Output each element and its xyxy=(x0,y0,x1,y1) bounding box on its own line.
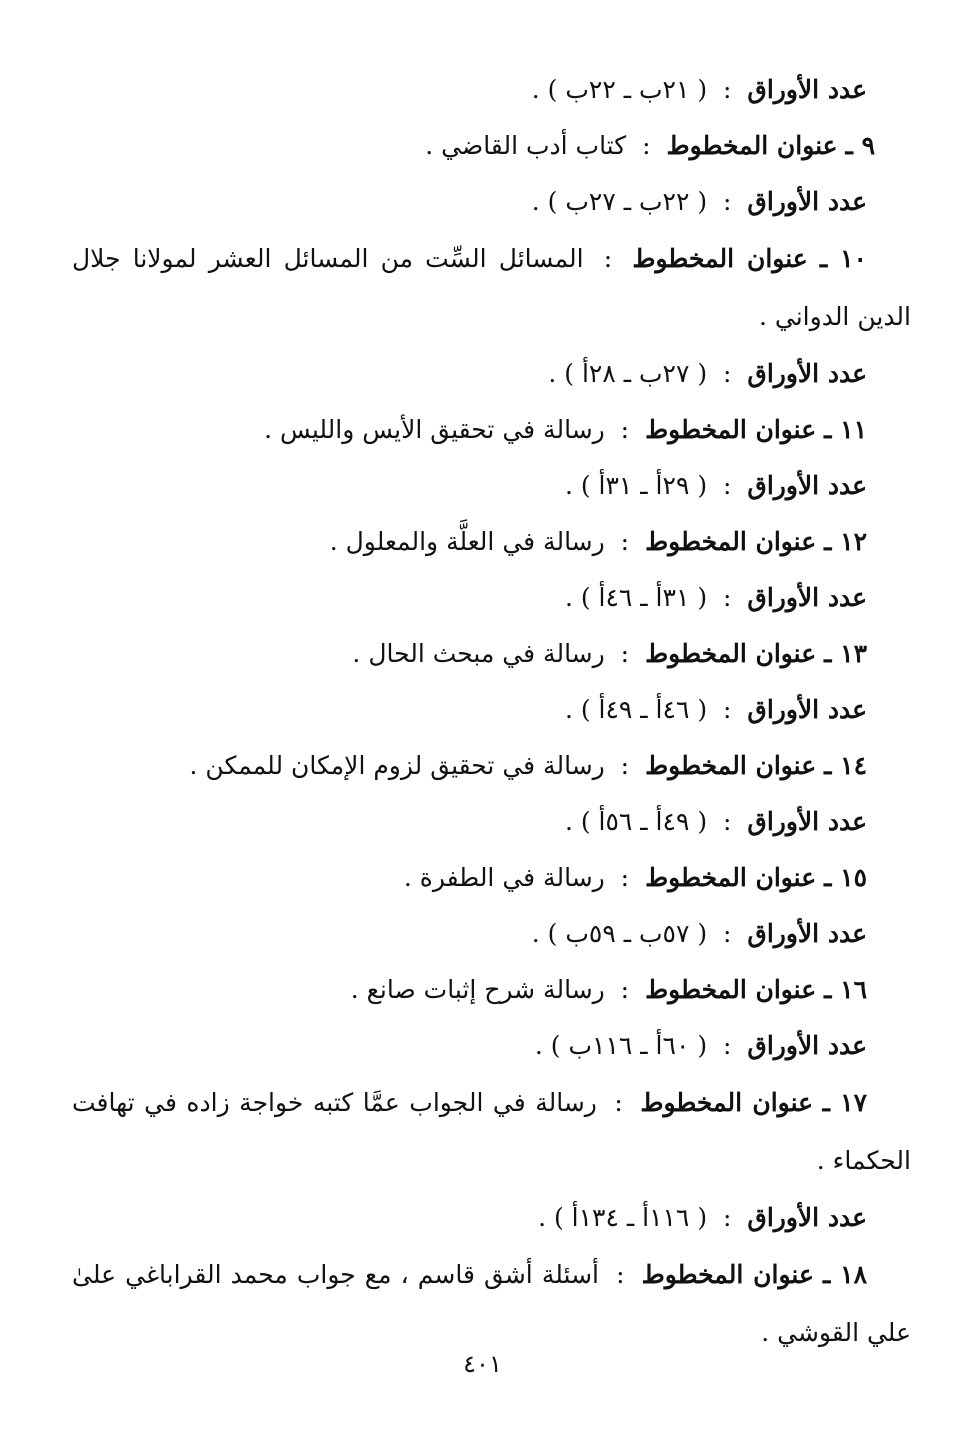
page-number: ٤٠١ xyxy=(463,1350,502,1378)
leaf-count-value: ( ٤٩أ ـ ٥٦أ ) . xyxy=(564,807,708,836)
title-label: عنوان المخطوط xyxy=(645,639,817,668)
manuscript-title-line: ١٣ ـ عنوان المخطوط : رسالة في مبحث الحال . xyxy=(352,639,867,668)
title-label: عنوان المخطوط xyxy=(645,527,817,556)
title-value: رسالة شرح إثبات صانع . xyxy=(350,975,605,1004)
leaf-count-label: عدد الأوراق xyxy=(747,359,867,388)
title-value: رسالة في الجواب عمَّا كتبه خواجة زاده في تهافت الحكماء . xyxy=(72,1088,911,1175)
manuscript-title-block: ١٠ ـ عنوان المخطوط : المسائل السِّت من المسائل العشر لمولانا جلال الدين الدواني . xyxy=(72,244,911,331)
title-label: عنوان المخطوط xyxy=(645,751,817,780)
entry-number: ١٤ ـ xyxy=(824,751,867,780)
leaf-count-label: عدد الأوراق xyxy=(747,187,867,216)
leaf-count-line: عدد الأوراق : ( ٤٩أ ـ ٥٦أ ) . xyxy=(564,807,867,836)
entry-number: ١٣ ـ xyxy=(824,639,867,668)
leaf-count-line: عدد الأوراق : ( ٢٢ب ـ ٢٧ب ) . xyxy=(531,187,867,216)
entry-number: ١٦ ـ xyxy=(824,975,867,1004)
title-value: رسالة في مبحث الحال . xyxy=(352,639,605,668)
title-label: عنوان المخطوط xyxy=(666,131,838,160)
leaf-count-line: عدد الأوراق : ( ١١٦أ ـ ١٣٤أ ) . xyxy=(538,1203,867,1232)
manuscript-title-line: ١١ ـ عنوان المخطوط : رسالة في تحقيق الأيس والليس . xyxy=(264,415,867,444)
leaf-count-value: ( ٢٧ب ـ ٢٨أ ) . xyxy=(548,359,708,388)
manuscript-title-line: ١٥ ـ عنوان المخطوط : رسالة في الطفرة . xyxy=(403,863,867,892)
title-value: كتاب أدب القاضي . xyxy=(425,131,627,160)
manuscript-title-line: ٩ ـ عنوان المخطوط : كتاب أدب القاضي . xyxy=(425,131,875,160)
leaf-count-line: عدد الأوراق : ( ٣١أ ـ ٤٦أ ) . xyxy=(564,583,867,612)
entry-number: ١٥ ـ xyxy=(824,863,867,892)
leaf-count-label: عدد الأوراق xyxy=(747,807,867,836)
manuscript-title-line: ١٦ ـ عنوان المخطوط : رسالة شرح إثبات صانع . xyxy=(350,975,867,1004)
leaf-count-value: ( ٥٧ب ـ ٥٩ب ) . xyxy=(531,919,708,948)
entry-number: ١٧ ـ xyxy=(822,1088,868,1117)
manuscript-title-block: ١٧ ـ عنوان المخطوط : رسالة في الجواب عمَّا كتبه خواجة زاده في تهافت الحكماء . xyxy=(72,1088,911,1175)
entry-number: ١١ ـ xyxy=(824,415,867,444)
entry-number: ١٠ ـ xyxy=(819,244,867,273)
title-value: رسالة في تحقيق الأيس والليس . xyxy=(264,415,605,444)
leaf-count-label: عدد الأوراق xyxy=(747,919,867,948)
title-label: عنوان المخطوط xyxy=(645,863,817,892)
manuscript-title-line: ١٢ ـ عنوان المخطوط : رسالة في العلَّة والمعلول . xyxy=(329,527,867,556)
entry-number: ١٢ ـ xyxy=(824,527,867,556)
title-value: المسائل السِّت من المسائل العشر لمولانا جلال الدين الدواني . xyxy=(72,244,911,331)
manuscript-title-block: ١٨ ـ عنوان المخطوط : أسئلة أشق قاسم ، مع جواب محمد القراباغي علىٰ علي القوشي . xyxy=(72,1260,911,1347)
title-value: رسالة في تحقيق لزوم الإمكان للممكن . xyxy=(189,751,605,780)
title-label: عنوان المخطوط xyxy=(640,1088,814,1117)
title-value: أسئلة أشق قاسم ، مع جواب محمد القراباغي علىٰ علي القوشي . xyxy=(72,1260,911,1347)
leaf-count-line: عدد الأوراق : ( ٢٩أ ـ ٣١أ ) . xyxy=(564,471,867,500)
leaf-count-value: ( ٦٠أ ـ ١١٦ب ) . xyxy=(534,1031,708,1060)
title-label: عنوان المخطوط xyxy=(645,415,817,444)
leaf-count-value: ( ٤٦أ ـ ٤٩أ ) . xyxy=(564,695,708,724)
leaf-count-line: عدد الأوراق : ( ٢١ب ـ ٢٢ب ) . xyxy=(531,75,867,104)
leaf-count-value: ( ٢٢ب ـ ٢٧ب ) . xyxy=(531,187,708,216)
title-value: رسالة في الطفرة . xyxy=(403,863,605,892)
leaf-count-label: عدد الأوراق xyxy=(747,695,867,724)
title-label: عنوان المخطوط xyxy=(641,1260,814,1289)
title-label: عنوان المخطوط xyxy=(632,244,808,273)
leaf-count-label: عدد الأوراق xyxy=(747,583,867,612)
leaf-count-label: عدد الأوراق xyxy=(747,1203,867,1232)
leaf-count-value: ( ٣١أ ـ ٤٦أ ) . xyxy=(564,583,708,612)
leaf-count-line: عدد الأوراق : ( ٥٧ب ـ ٥٩ب ) . xyxy=(531,919,867,948)
leaf-count-value: ( ٢١ب ـ ٢٢ب ) . xyxy=(531,75,708,104)
leaf-count-label: عدد الأوراق xyxy=(747,471,867,500)
manuscript-list xyxy=(72,62,911,1362)
entry-number: ١٨ ـ xyxy=(822,1260,868,1289)
entry-number: ٩ ـ xyxy=(845,131,875,160)
title-value: رسالة في العلَّة والمعلول . xyxy=(329,527,605,556)
leaf-count-value: ( ٢٩أ ـ ٣١أ ) . xyxy=(564,471,708,500)
manuscript-title-line: ١٤ ـ عنوان المخطوط : رسالة في تحقيق لزوم الإمكان للممكن . xyxy=(189,751,867,780)
leaf-count-label: عدد الأوراق xyxy=(747,1031,867,1060)
leaf-count-line: عدد الأوراق : ( ٢٧ب ـ ٢٨أ ) . xyxy=(548,359,867,388)
title-label: عنوان المخطوط xyxy=(645,975,817,1004)
leaf-count-line: عدد الأوراق : ( ٤٦أ ـ ٤٩أ ) . xyxy=(564,695,867,724)
leaf-count-value: ( ١١٦أ ـ ١٣٤أ ) . xyxy=(538,1203,708,1232)
leaf-count-label: عدد الأوراق xyxy=(747,75,867,104)
leaf-count-line: عدد الأوراق : ( ٦٠أ ـ ١١٦ب ) . xyxy=(534,1031,867,1060)
